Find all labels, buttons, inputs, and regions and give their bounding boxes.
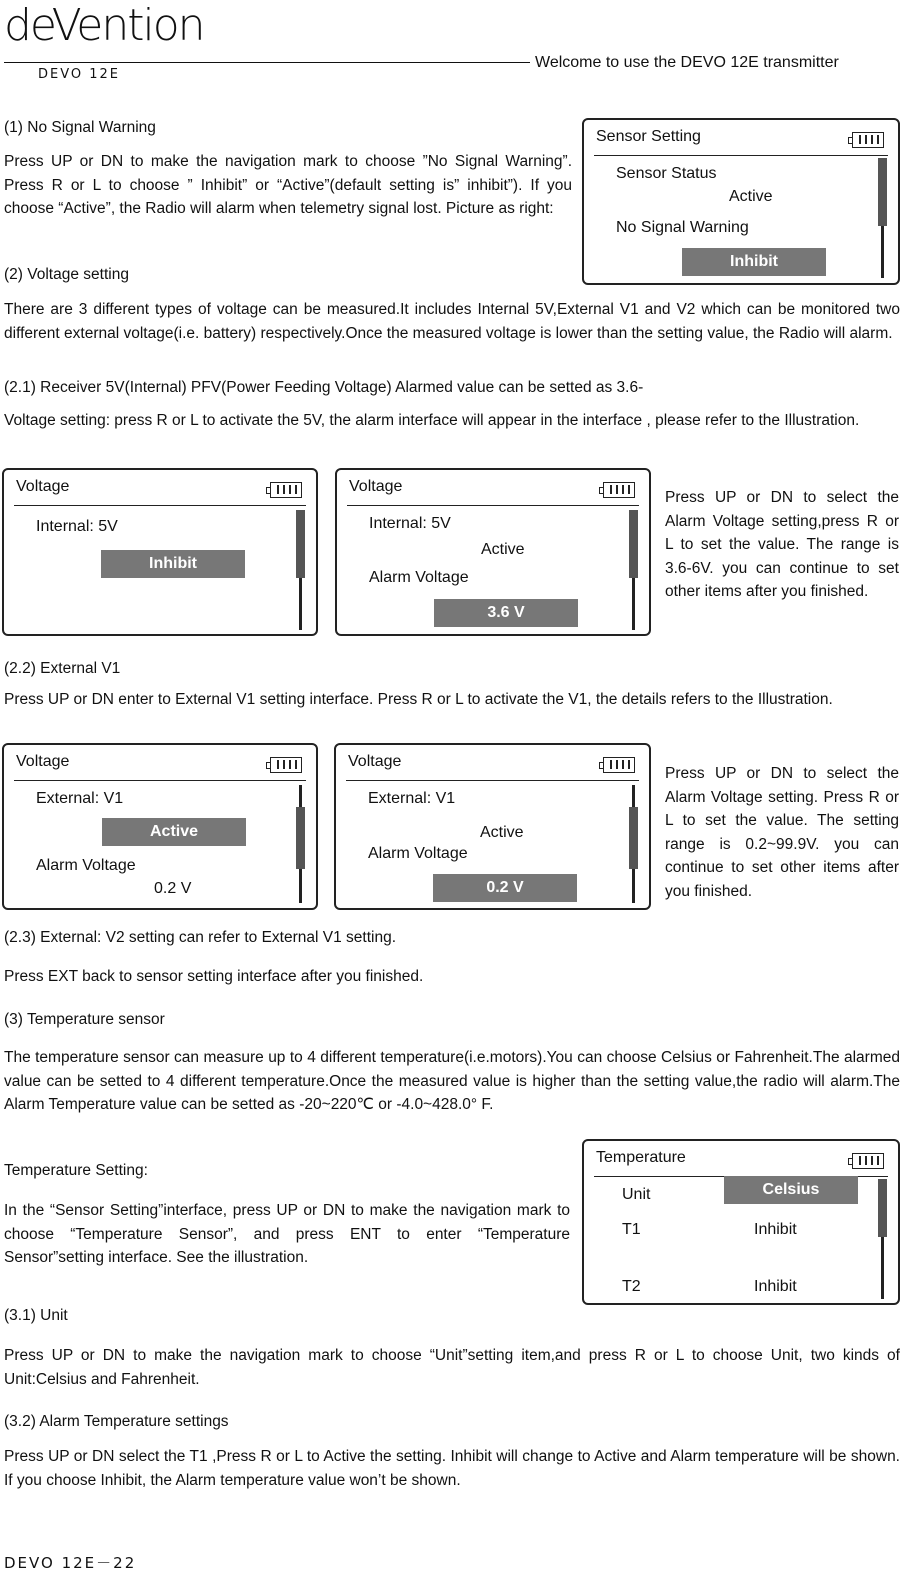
- section-title: (2.3) External: V2 setting can refer to External V1 setting.: [4, 929, 397, 946]
- voltage-5v-inhibit-screen: [2, 468, 318, 636]
- paragraph: The temperature sensor can measure up to 4 different temperature(i.e.motors).You can choose Celsius or Fahrenheit.The alarmed value can be setted to 4 different temperature.Once the measured value is higher than the setting value,the radio will alarm.The Alarm Temperature value can be setted as -20~220℃ or -4.0~428.0° F.: [4, 1049, 900, 1113]
- alarm-voltage-value: 3.6 V: [434, 599, 578, 627]
- internal-5v-label: Internal: 5V: [36, 518, 118, 535]
- paragraph: Voltage setting: press R or L to activate the 5V, the alarm interface will appear in the interface , please refer to the Illustration.: [4, 412, 860, 429]
- scrollbar-thumb: [629, 807, 638, 869]
- voltage-v1-screen-a: [2, 743, 318, 910]
- screen-title: Voltage: [349, 478, 403, 495]
- battery-icon: [270, 757, 302, 773]
- unit-label: Unit: [622, 1186, 651, 1203]
- voltage-5v-active-screen: [335, 468, 651, 636]
- side-note: Press UP or DN to select the Alarm Voltage setting,press R or L to set the value. The range is 3.6-6V. you can continue to set other items after you finished.: [665, 489, 899, 600]
- no-signal-warning-value: Inhibit: [682, 248, 826, 276]
- screen-title: Sensor Setting: [596, 128, 701, 145]
- scrollbar-thumb: [629, 510, 638, 578]
- paragraph: Press UP or DN to make the navigation mark to choose ”No Signal Warning”. Press R or L to choose ” Inhibit” or “Active”(default setting is” inhibit”). If you choose “Active”, the Radio will alarm when telemetry signal lost. Picture as right:: [4, 153, 572, 217]
- sensor-status-label: Sensor Status: [616, 165, 717, 182]
- section-title: (3.1) Unit: [4, 1307, 68, 1324]
- paragraph: Press UP or DN to make the navigation mark to choose “Unit”setting item,and press R or L to choose Unit, two kinds of Unit:Celsius and Fahrenheit.: [4, 1347, 900, 1388]
- internal-5v-state: Active: [481, 541, 525, 558]
- unit-value: Celsius: [724, 1176, 858, 1204]
- model-label: DEVO 12E: [38, 67, 121, 82]
- section-title: (2.2) External V1: [4, 660, 121, 677]
- screen-title: Temperature: [596, 1149, 686, 1166]
- voltage-v1-screen-b: [334, 743, 651, 910]
- scrollbar-thumb: [878, 1179, 887, 1237]
- divider: [14, 505, 306, 506]
- scrollbar-thumb: [878, 158, 887, 226]
- t2-label: T2: [622, 1278, 641, 1295]
- external-v1-label: External: V1: [36, 790, 124, 807]
- t2-value: Inhibit: [754, 1278, 797, 1295]
- section-title: Temperature Setting:: [4, 1162, 148, 1179]
- divider: [14, 780, 306, 781]
- external-v1-state: Active: [480, 824, 524, 841]
- alarm-voltage-label: Alarm Voltage: [368, 845, 468, 862]
- internal-5v-label: Internal: 5V: [369, 515, 451, 532]
- screen-title: Voltage: [16, 753, 70, 770]
- temperature-screen: [582, 1139, 900, 1305]
- scrollbar-thumb: [296, 807, 305, 869]
- paragraph: Press UP or DN enter to External V1 setting interface. Press R or L to activate the V1, the details refers to the Illustration.: [4, 691, 833, 708]
- screen-title: Voltage: [16, 478, 70, 495]
- alarm-voltage-value: 0.2 V: [433, 874, 577, 902]
- external-v1-state: Active: [102, 818, 246, 846]
- divider: [594, 155, 888, 156]
- no-signal-warning-label: No Signal Warning: [616, 219, 749, 236]
- external-v1-label: External: V1: [368, 790, 456, 807]
- screen-title: Voltage: [348, 753, 402, 770]
- section-title: (3) Temperature sensor: [4, 1011, 165, 1028]
- paragraph: Press UP or DN select the T1 ,Press R or L to Active the setting. Inhibit will change to Active and Alarm temperature will be shown. If you choose Inhibit, the Alarm temperature value won’t be shown.: [4, 1448, 900, 1489]
- t1-value: Inhibit: [754, 1221, 797, 1238]
- brand-logo: deVention: [4, 0, 204, 51]
- internal-5v-value: Inhibit: [101, 550, 245, 578]
- alarm-voltage-label: Alarm Voltage: [36, 857, 136, 874]
- battery-icon: [603, 757, 635, 773]
- divider: [347, 505, 639, 506]
- section-title: (1) No Signal Warning: [4, 119, 156, 136]
- side-note: Press UP or DN to select the Alarm Voltage setting. Press R or L to set the value. The setting range is 0.2~99.9V. you can continue to set other items after you finished.: [665, 765, 899, 900]
- battery-icon: [270, 482, 302, 498]
- battery-icon: [852, 1153, 884, 1169]
- alarm-voltage-value: 0.2 V: [154, 880, 192, 897]
- scrollbar-thumb: [296, 510, 305, 578]
- page-number: DEVO 12E－22: [4, 1554, 137, 1572]
- paragraph: There are 3 different types of voltage can be measured.It includes Internal 5V,External V1 and V2 which can be monitored two different external voltage(i.e. battery) respectively.Once the measured voltage is lower than the setting value, the Radio will alarm.: [4, 301, 900, 342]
- header-rule: [4, 62, 530, 63]
- divider: [346, 780, 639, 781]
- paragraph: In the “Sensor Setting”interface, press UP or DN to make the navigation mark to choose “Temperature Sensor”, and press ENT to enter “Temperature Sensor”setting interface. See the illustration.: [4, 1202, 570, 1266]
- t1-label: T1: [622, 1221, 641, 1238]
- sensor-setting-screen: [582, 118, 900, 285]
- section-title: (3.2) Alarm Temperature settings: [4, 1413, 229, 1430]
- paragraph: Press EXT back to sensor setting interface after you finished.: [4, 968, 424, 985]
- alarm-voltage-label: Alarm Voltage: [369, 569, 469, 586]
- battery-icon: [852, 132, 884, 148]
- section-title: (2) Voltage setting: [4, 266, 129, 283]
- section-title: (2.1) Receiver 5V(Internal) PFV(Power Feeding Voltage) Alarmed value can be setted as 3.6-: [4, 379, 644, 396]
- sensor-status-value: Active: [729, 188, 773, 205]
- welcome-text: Welcome to use the DEVO 12E transmitter: [535, 54, 839, 71]
- battery-icon: [603, 482, 635, 498]
